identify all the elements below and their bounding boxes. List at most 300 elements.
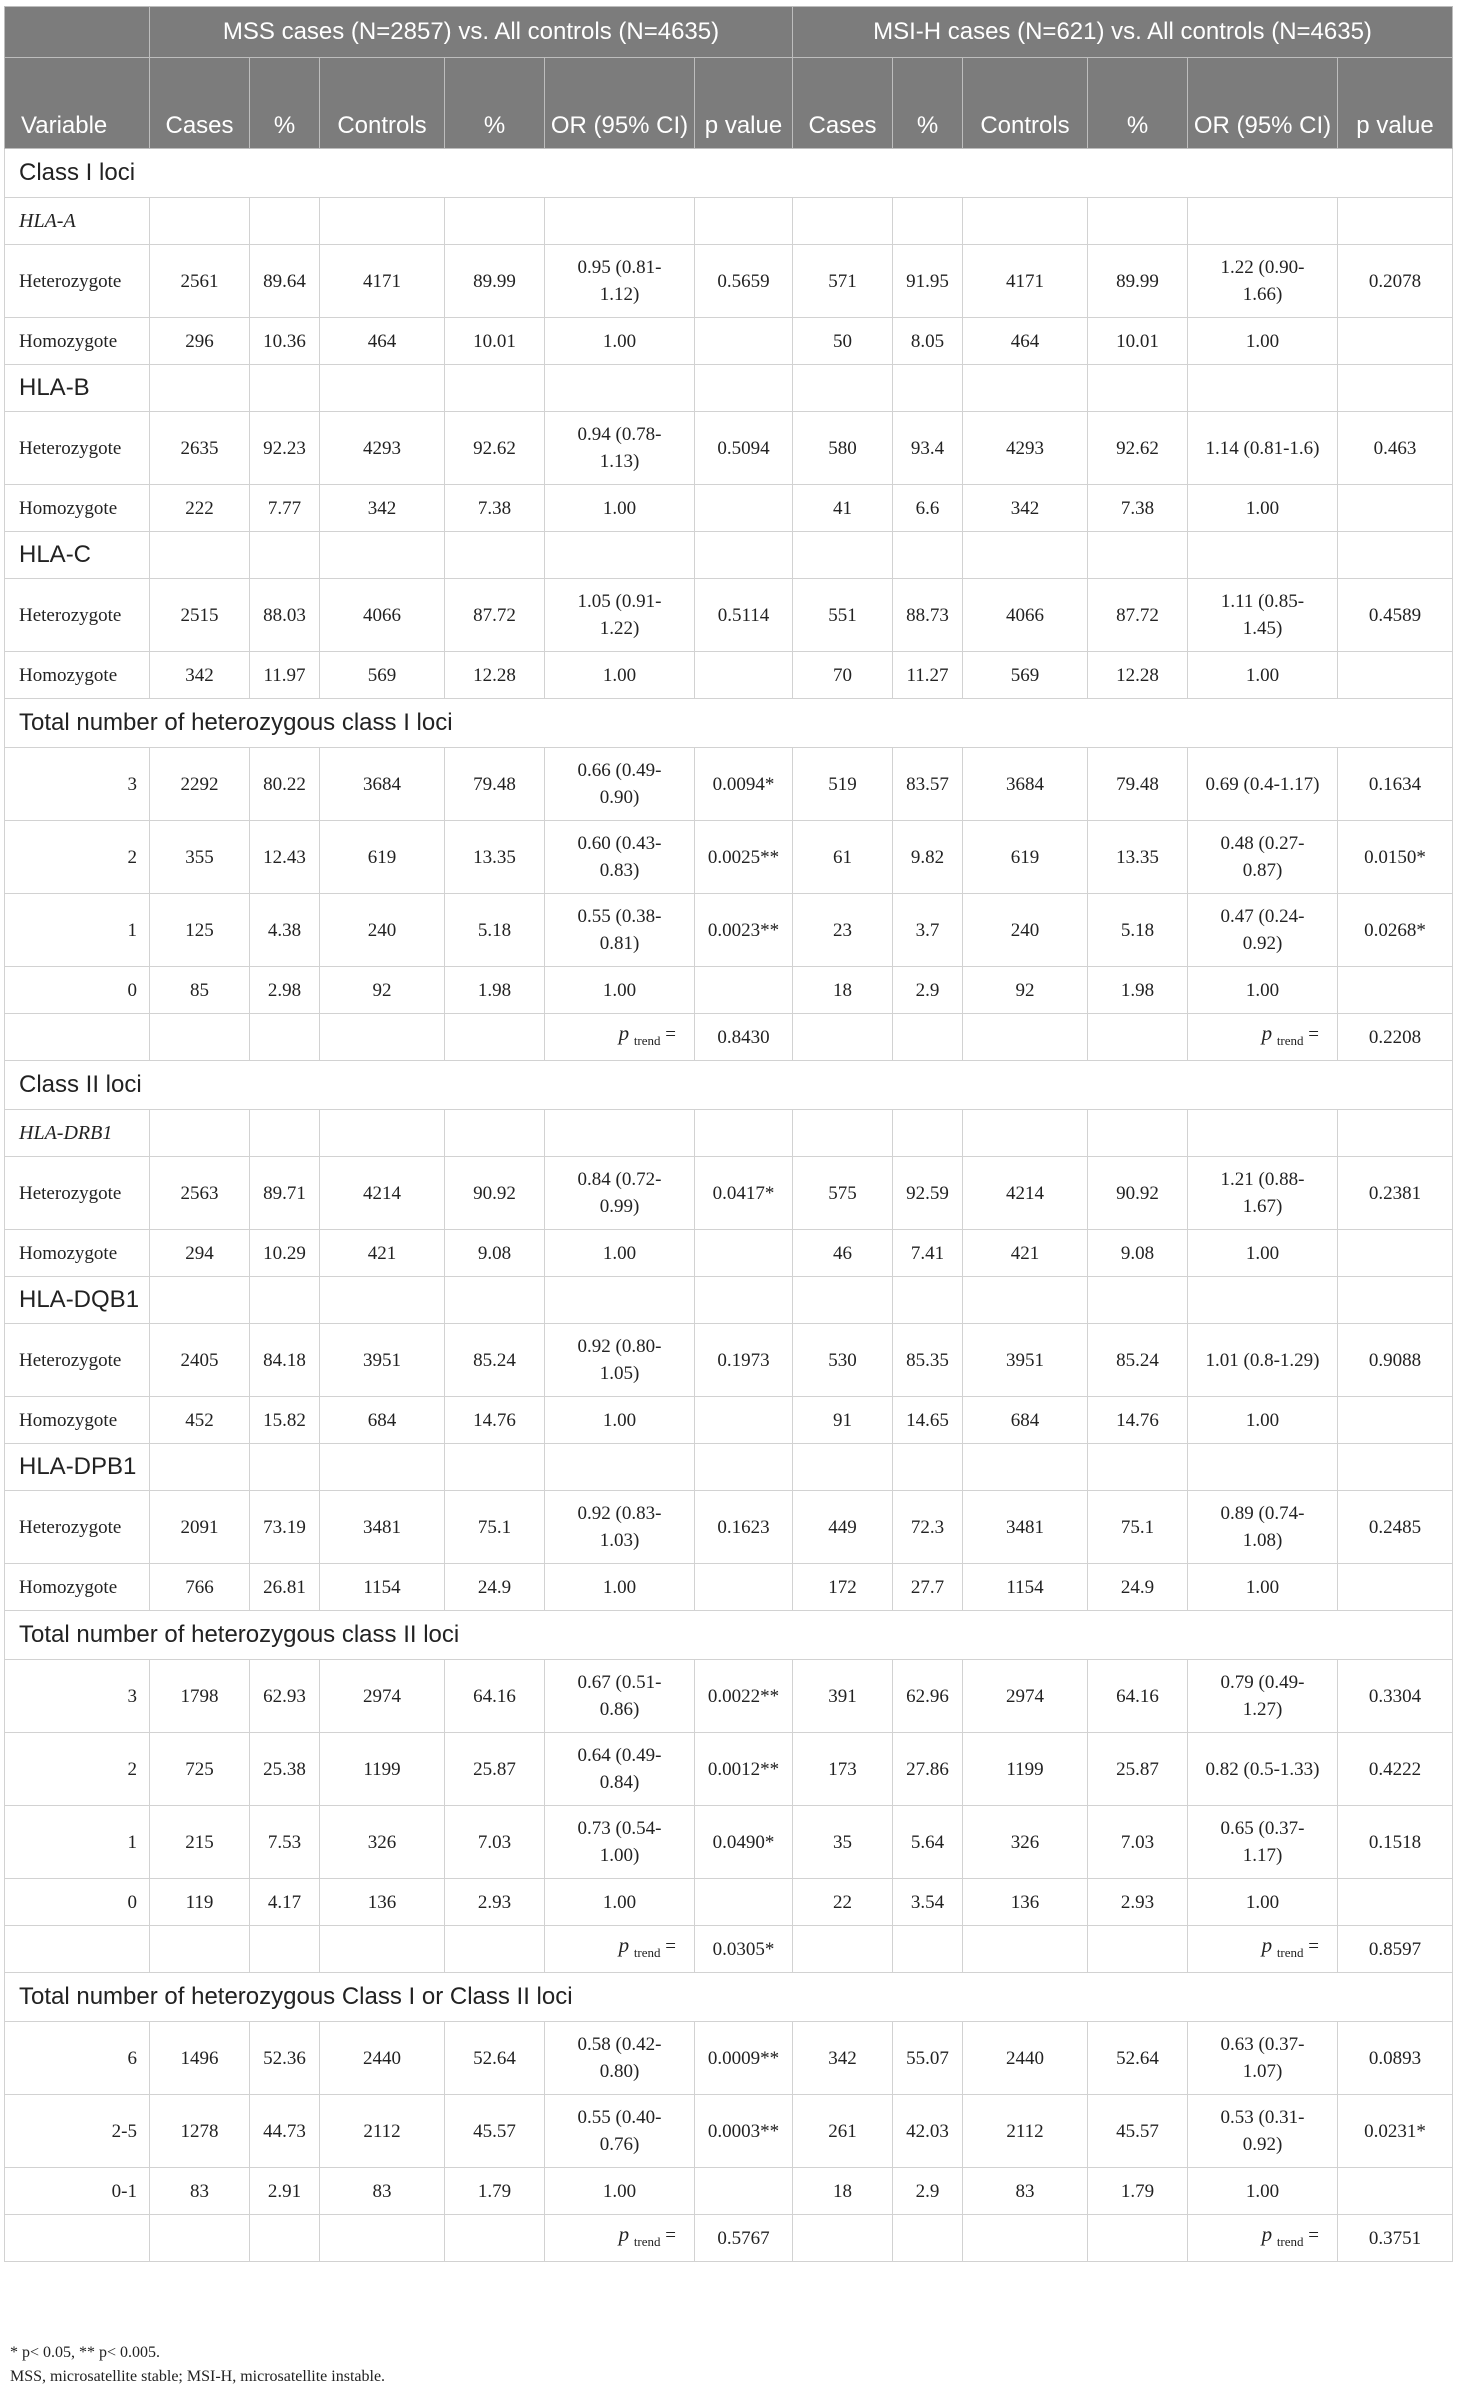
table-cell: 0.2485 [1338,1491,1453,1564]
table-cell: 88.73 [893,579,963,652]
table-cell: 2974 [963,1660,1088,1733]
empty-cell [793,365,893,412]
empty-cell [1188,1444,1338,1491]
table-cell: 15.82 [250,1397,320,1444]
locus-row [5,1277,1453,1324]
table-cell: 9.08 [1088,1230,1188,1277]
row-label: Heterozygote [5,1157,150,1230]
table-cell: 0.0417* [695,1157,793,1230]
table-cell: 1199 [963,1733,1088,1806]
table-cell: 83 [320,2168,445,2215]
table-row [5,1806,1453,1879]
table-cell: 2440 [320,2022,445,2095]
table-cell: 173 [793,1733,893,1806]
empty-cell [793,198,893,245]
table-cell [1338,652,1453,699]
table-cell: 464 [963,318,1088,365]
table-row [5,748,1453,821]
table-cell: 3684 [320,748,445,821]
table-cell: 1.00 [1188,1397,1338,1444]
p-trend-value-msi: 0.3751 [1338,2215,1453,2262]
table-cell: 91 [793,1397,893,1444]
table-cell: 1.00 [1188,485,1338,532]
table-cell: 83 [150,2168,250,2215]
empty-cell [150,1444,250,1491]
empty-cell [963,1014,1088,1061]
empty-cell [150,1926,250,1973]
empty-cell [545,1277,695,1324]
table-cell: 72.3 [893,1491,963,1564]
empty-cell [1338,1277,1453,1324]
table-cell: 326 [963,1806,1088,1879]
row-label: 0-1 [5,2168,150,2215]
table-cell: 619 [963,821,1088,894]
table-cell: 1.00 [545,967,695,1014]
table-cell: 326 [320,1806,445,1879]
row-label: 2 [5,1733,150,1806]
empty-cell [893,365,963,412]
row-label: Homozygote [5,485,150,532]
row-label: Heterozygote [5,1491,150,1564]
p-trend-label [545,2215,695,2262]
table-cell: 9.08 [445,1230,545,1277]
table-cell: 4214 [963,1157,1088,1230]
p-trend-label [1188,1926,1338,1973]
table-cell: 3684 [963,748,1088,821]
table-cell: 89.99 [445,245,545,318]
table-cell: 62.93 [250,1660,320,1733]
table-cell: 11.97 [250,652,320,699]
empty-cell [963,2215,1088,2262]
empty-cell [150,1014,250,1061]
header-group-mss: MSS cases (N=2857) vs. All controls (N=4635) [150,7,793,58]
p-trend-row [5,2215,1453,2262]
empty-cell [545,532,695,579]
table-cell: 3.54 [893,1879,963,1926]
section-title: Class II loci [5,1061,1453,1110]
header-col-11: p value [1338,58,1453,149]
p-trend-p: p [618,1021,630,1045]
table-cell: 0.0009** [695,2022,793,2095]
empty-cell [5,1926,150,1973]
row-label: 0 [5,967,150,1014]
empty-cell [445,1926,545,1973]
table-cell: 3951 [320,1324,445,1397]
empty-cell [963,1277,1088,1324]
table-cell: 45.57 [445,2095,545,2168]
p-trend-p: p [618,1933,630,1957]
table-cell: 83.57 [893,748,963,821]
locus-title: HLA-A [5,198,150,245]
empty-cell [545,198,695,245]
table-cell: 92.23 [250,412,320,485]
p-trend-eq: = [1308,1024,1319,1045]
table-cell: 85 [150,967,250,1014]
table-cell: 0.89 (0.74- 1.08) [1188,1491,1338,1564]
table-cell: 7.38 [1088,485,1188,532]
empty-cell [445,1110,545,1157]
p-trend-value-msi: 0.8597 [1338,1926,1453,1973]
table-cell: 5.64 [893,1806,963,1879]
table-cell: 1.00 [1188,2168,1338,2215]
empty-cell [320,1014,445,1061]
table-cell: 64.16 [1088,1660,1188,1733]
section-title: Class I loci [5,149,1453,198]
table-cell: 2.93 [445,1879,545,1926]
table-cell: 569 [320,652,445,699]
table-cell: 125 [150,894,250,967]
table-cell [695,967,793,1014]
footnote-abbreviations: MSS, microsatellite stable; MSI-H, microsatellite instable. [10,2368,386,2385]
table-cell: 4214 [320,1157,445,1230]
section-row [5,149,1453,198]
p-trend-value-mss: 0.5767 [695,2215,793,2262]
table-cell: 0.2381 [1338,1157,1453,1230]
table-cell: 44.73 [250,2095,320,2168]
empty-cell [1338,532,1453,579]
empty-cell [150,532,250,579]
p-trend-value-mss: 0.0305* [695,1926,793,1973]
table-cell [1338,485,1453,532]
table-cell: 1154 [963,1564,1088,1611]
table-cell: 421 [320,1230,445,1277]
table-cell: 52.64 [445,2022,545,2095]
table-cell: 0.9088 [1338,1324,1453,1397]
table-cell: 3.7 [893,894,963,967]
table-cell: 2974 [320,1660,445,1733]
table-cell: 172 [793,1564,893,1611]
table-cell: 0.58 (0.42- 0.80) [545,2022,695,2095]
empty-cell [320,1110,445,1157]
p-trend-row [5,1926,1453,1973]
row-label: 0 [5,1879,150,1926]
table-cell: 0.55 (0.38- 0.81) [545,894,695,967]
row-label: 3 [5,748,150,821]
hla-heterozygosity-table [4,6,1453,2262]
empty-cell [963,1926,1088,1973]
table-cell: 2561 [150,245,250,318]
table-cell [1338,318,1453,365]
table-cell: 342 [963,485,1088,532]
empty-cell [1188,198,1338,245]
table-row [5,1397,1453,1444]
table-cell: 0.0023** [695,894,793,967]
table-cell: 0.53 (0.31- 0.92) [1188,2095,1338,2168]
table-cell: 87.72 [445,579,545,652]
empty-cell [320,1277,445,1324]
locus-row [5,532,1453,579]
p-trend-sub: trend [633,1945,661,1960]
table-cell: 7.38 [445,485,545,532]
table-cell [695,1564,793,1611]
table-page [4,6,1452,2385]
empty-cell [695,365,793,412]
table-cell: 84.18 [250,1324,320,1397]
table-cell: 4066 [320,579,445,652]
table-cell: 14.76 [445,1397,545,1444]
header-variable: Variable [5,58,150,149]
table-cell: 85.35 [893,1324,963,1397]
p-trend-sub: trend [1276,1945,1304,1960]
header-col-7: % [893,58,963,149]
p-trend-p: p [1261,1933,1273,1957]
table-cell: 0.0094* [695,748,793,821]
table-cell: 2635 [150,412,250,485]
table-cell: 12.28 [445,652,545,699]
empty-cell [445,365,545,412]
p-trend-eq: = [665,1936,676,1957]
empty-cell [250,1110,320,1157]
empty-cell [150,365,250,412]
table-cell: 91.95 [893,245,963,318]
table-cell: 4171 [963,245,1088,318]
table-cell [695,1397,793,1444]
table-row [5,485,1453,532]
header-col-8: Controls [963,58,1088,149]
row-label: 2-5 [5,2095,150,2168]
section-row [5,1973,1453,2022]
table-cell: 215 [150,1806,250,1879]
table-cell: 0.67 (0.51- 0.86) [545,1660,695,1733]
table-cell: 0.0231* [1338,2095,1453,2168]
table-cell: 1154 [320,1564,445,1611]
table-cell: 391 [793,1660,893,1733]
table-row [5,1660,1453,1733]
table-cell: 342 [793,2022,893,2095]
table-cell [695,1879,793,1926]
header-blank [5,7,150,58]
empty-cell [963,532,1088,579]
empty-cell [1188,1277,1338,1324]
table-cell: 75.1 [445,1491,545,1564]
table-cell: 4293 [963,412,1088,485]
empty-cell [1088,532,1188,579]
table-row [5,412,1453,485]
table-cell: 9.82 [893,821,963,894]
empty-cell [150,2215,250,2262]
empty-cell [545,1444,695,1491]
table-cell: 1798 [150,1660,250,1733]
table-cell: 12.43 [250,821,320,894]
row-label: Homozygote [5,1397,150,1444]
empty-cell [250,1926,320,1973]
table-cell: 13.35 [1088,821,1188,894]
empty-cell [320,2215,445,2262]
table-cell: 2.91 [250,2168,320,2215]
table-cell: 2292 [150,748,250,821]
table-cell: 1199 [320,1733,445,1806]
table-cell [1338,1564,1453,1611]
table-cell: 14.65 [893,1397,963,1444]
table-cell: 0.0150* [1338,821,1453,894]
table-cell: 10.29 [250,1230,320,1277]
locus-title: HLA-DPB1 [5,1444,150,1491]
table-cell: 0.3304 [1338,1660,1453,1733]
table-row [5,245,1453,318]
header-group-row [5,7,1453,58]
table-cell: 79.48 [1088,748,1188,821]
table-cell: 2112 [320,2095,445,2168]
table-cell: 0.60 (0.43- 0.83) [545,821,695,894]
table-cell: 0.47 (0.24- 0.92) [1188,894,1338,967]
row-label: Homozygote [5,318,150,365]
table-cell [695,652,793,699]
table-cell: 0.55 (0.40- 0.76) [545,2095,695,2168]
table-body [5,149,1453,2262]
section-title: Total number of heterozygous class II loci [5,1611,1453,1660]
table-cell: 89.71 [250,1157,320,1230]
table-cell: 1.00 [1188,652,1338,699]
table-row [5,1733,1453,1806]
table-row [5,2168,1453,2215]
empty-cell [1088,1926,1188,1973]
table-cell: 25.38 [250,1733,320,1806]
section-title: Total number of heterozygous class I loci [5,699,1453,748]
table-cell: 0.1973 [695,1324,793,1397]
table-cell: 73.19 [250,1491,320,1564]
p-trend-eq: = [665,2225,676,2246]
table-row [5,318,1453,365]
empty-cell [150,1110,250,1157]
table-cell: 10.36 [250,318,320,365]
table-cell: 1.00 [545,485,695,532]
p-trend-p: p [1261,1021,1273,1045]
table-cell: 1.00 [1188,1564,1338,1611]
table-cell: 26.81 [250,1564,320,1611]
table-cell: 4066 [963,579,1088,652]
empty-cell [695,1277,793,1324]
table-cell: 18 [793,967,893,1014]
row-label: Heterozygote [5,1324,150,1397]
empty-cell [320,198,445,245]
table-cell: 619 [320,821,445,894]
table-cell: 0.48 (0.27- 0.87) [1188,821,1338,894]
table-cell: 24.9 [445,1564,545,1611]
section-title: Total number of heterozygous Class I or Class II loci [5,1973,1453,2022]
empty-cell [1338,198,1453,245]
empty-cell [893,1110,963,1157]
table-cell: 79.48 [445,748,545,821]
empty-cell [1088,2215,1188,2262]
empty-cell [893,1014,963,1061]
table-cell: 2091 [150,1491,250,1564]
table-cell: 80.22 [250,748,320,821]
table-cell: 0.1518 [1338,1806,1453,1879]
table-cell: 23 [793,894,893,967]
table-cell: 0.0022** [695,1660,793,1733]
table-cell: 85.24 [1088,1324,1188,1397]
p-trend-p: p [1261,2222,1273,2246]
table-cell: 0.0012** [695,1733,793,1806]
table-cell [1338,967,1453,1014]
empty-cell [793,1110,893,1157]
table-cell: 1.22 (0.90- 1.66) [1188,245,1338,318]
table-cell: 0.79 (0.49- 1.27) [1188,1660,1338,1733]
empty-cell [250,198,320,245]
empty-cell [893,1277,963,1324]
table-cell: 1.00 [545,1879,695,1926]
table-cell: 0.4589 [1338,579,1453,652]
table-cell: 87.72 [1088,579,1188,652]
table-cell: 4.17 [250,1879,320,1926]
table-cell [1338,1397,1453,1444]
table-cell: 1278 [150,2095,250,2168]
empty-cell [893,2215,963,2262]
header-col-6: Cases [793,58,893,149]
locus-row [5,1110,1453,1157]
table-cell: 342 [320,485,445,532]
table-cell: 6.6 [893,485,963,532]
table-cell: 52.36 [250,2022,320,2095]
table-row [5,2022,1453,2095]
locus-row [5,198,1453,245]
table-cell: 41 [793,485,893,532]
empty-cell [445,1277,545,1324]
locus-title: HLA-C [5,532,150,579]
table-cell: 92 [963,967,1088,1014]
table-row [5,1879,1453,1926]
table-cell: 2440 [963,2022,1088,2095]
empty-cell [695,532,793,579]
table-cell: 0.1623 [695,1491,793,1564]
table-cell: 92.62 [445,412,545,485]
table-cell: 0.73 (0.54- 1.00) [545,1806,695,1879]
table-cell: 0.0025** [695,821,793,894]
row-label: 3 [5,1660,150,1733]
table-cell: 580 [793,412,893,485]
table-cell: 45.57 [1088,2095,1188,2168]
table-cell: 55.07 [893,2022,963,2095]
table-cell: 551 [793,579,893,652]
row-label: Heterozygote [5,579,150,652]
table-row [5,1564,1453,1611]
table-cell: 1.98 [445,967,545,1014]
empty-cell [250,2215,320,2262]
table-cell: 5.18 [1088,894,1188,967]
header-col-9: % [1088,58,1188,149]
table-cell: 2.9 [893,2168,963,2215]
empty-cell [1088,1277,1188,1324]
table-cell: 1.01 (0.8-1.29) [1188,1324,1338,1397]
table-cell: 2515 [150,579,250,652]
empty-cell [1088,198,1188,245]
table-cell: 0.0893 [1338,2022,1453,2095]
table-cell: 684 [320,1397,445,1444]
table-cell: 92.62 [1088,412,1188,485]
table-cell: 62.96 [893,1660,963,1733]
table-cell: 0.63 (0.37- 1.07) [1188,2022,1338,2095]
table-cell: 4293 [320,412,445,485]
empty-cell [445,2215,545,2262]
table-cell: 0.94 (0.78- 1.13) [545,412,695,485]
table-cell: 0.65 (0.37- 1.17) [1188,1806,1338,1879]
table-cell: 136 [320,1879,445,1926]
empty-cell [893,198,963,245]
empty-cell [963,1444,1088,1491]
table-cell: 2112 [963,2095,1088,2168]
table-cell: 1.14 (0.81-1.6) [1188,412,1338,485]
p-trend-eq: = [1308,1936,1319,1957]
table-cell: 1.00 [545,652,695,699]
table-cell: 92 [320,967,445,1014]
table-cell: 90.92 [445,1157,545,1230]
table-cell: 119 [150,1879,250,1926]
table-cell: 25.87 [1088,1733,1188,1806]
empty-cell [793,1277,893,1324]
table-cell: 22 [793,1879,893,1926]
empty-cell [5,1014,150,1061]
empty-cell [545,365,695,412]
